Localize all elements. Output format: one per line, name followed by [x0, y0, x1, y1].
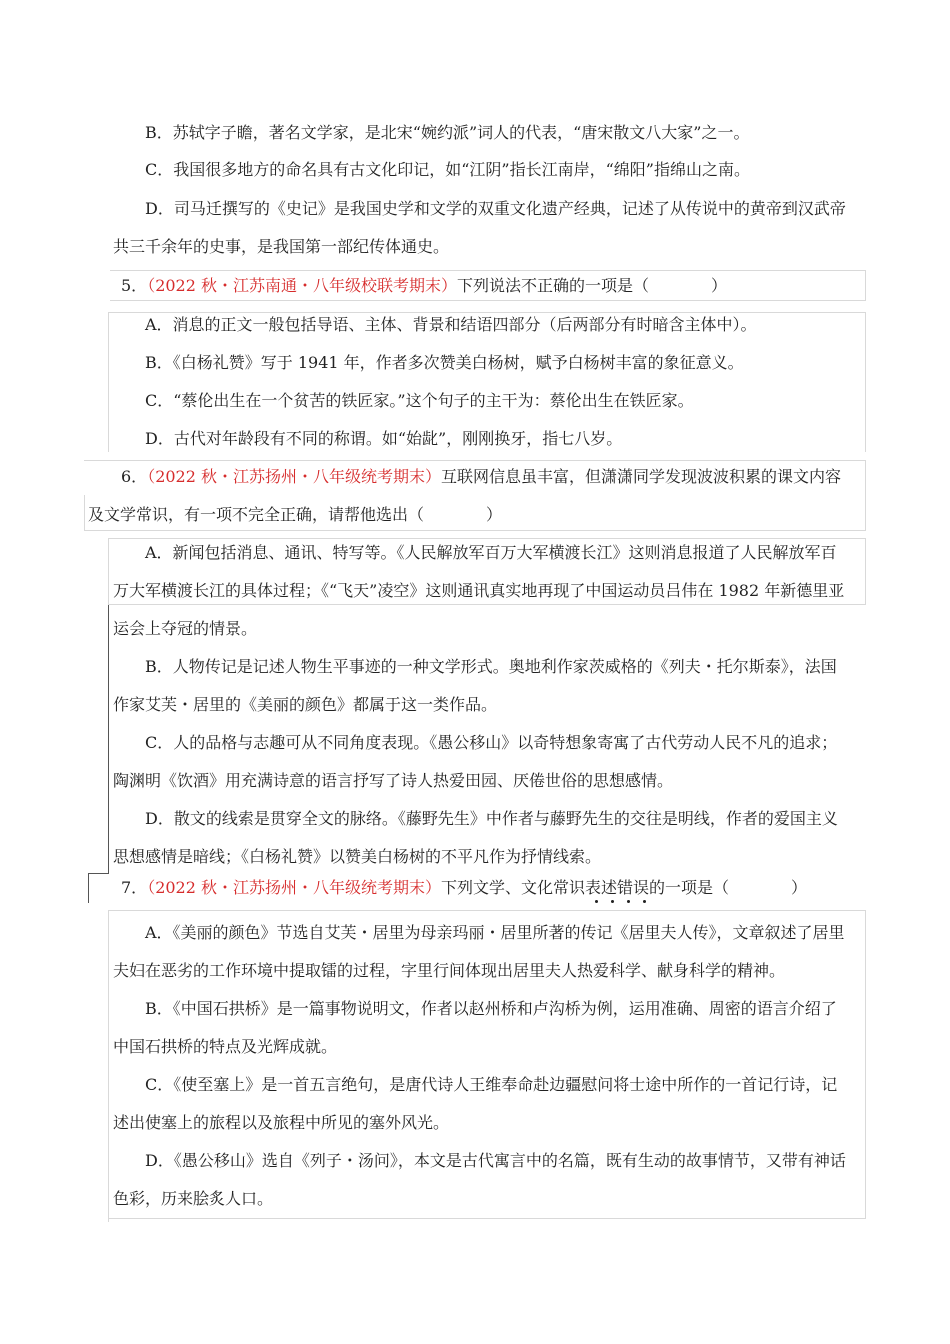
q7-stem-emphasis: 表述错误: [585, 878, 650, 897]
q6-options-box-left-dark: [108, 605, 109, 873]
q7-option-a-cont: 夫妇在恶劣的工作环境中提取镭的过程，字里行间体现出居里夫人热爱科学、献身科学的精神。: [113, 961, 786, 980]
q6-option-c-cont: 陶渊明《饮酒》用充满诗意的语言抒写了诗人热爱田园、厌倦世俗的思想感情。: [113, 771, 674, 790]
q5-box-bottom: [110, 300, 866, 301]
q5-option-a: A．消息的正文一般包括导语、主体、背景和结语四部分（后两部分有时暗含主体中）。: [145, 315, 757, 334]
q6-option-a-cont2: 运会上夺冠的情景。: [113, 619, 258, 638]
q6-stem-text2: 及文学常识，有一项不完全正确，请帮他选出（: [88, 505, 425, 524]
q6-box-top: [84, 460, 866, 461]
emphasis-dot: [643, 900, 646, 903]
q7-number: 7．: [121, 878, 148, 897]
q5-box-right: [865, 270, 866, 300]
q6-options-box-top: [108, 538, 866, 539]
emphasis-dot: [611, 900, 614, 903]
q7-stem-post: 的一项是（: [649, 878, 730, 897]
q6-box-bottom: [84, 530, 866, 531]
q6-option-a-cont1: 万大军横渡长江的具体过程；《“飞天”凌空》这则通讯真实地再现了中国运动员吕伟在 1982 年新德里亚: [113, 581, 845, 600]
q6-option-b: B．人物传记是记述人物生平事迹的一种文学形式。奥地利作家茨威格的《列夫・托尔斯泰》，法国: [145, 657, 837, 676]
q5-stem-text: 下列说法不正确的一项是（: [457, 276, 650, 295]
q6-option-d: D．散文的线索是贯穿全文的脉络。《藤野先生》中作者与藤野先生的交往是明线，作者的爱国主义: [145, 809, 838, 828]
q6-stem-text1: 互联网信息虽丰富，但潇潇同学发现波波积累的课文内容: [441, 467, 842, 486]
q5-option-c: C．“蔡伦出生在一个贫苦的铁匠家。”这个句子的主干为：蔡伦出生在铁匠家。: [145, 391, 694, 410]
q7-option-d-cont: 色彩，历来脍炙人口。: [113, 1189, 274, 1208]
q6-options-box-bottom-dark: [88, 873, 109, 874]
q7-options-box-top: [108, 910, 866, 911]
q4-option-d: D．司马迁撰写的《史记》是我国史学和文学的双重文化遗产经典，记述了从传说中的黄帝到汉武帝: [145, 199, 846, 218]
q4-option-b: B．苏轼字子瞻，著名文学家，是北宋“婉约派”词人的代表，“唐宋散文八大家”之一。: [145, 123, 750, 142]
q5-stem-close: ）: [711, 276, 728, 295]
q6-options-box-left-top: [108, 538, 109, 604]
q5-options-box-left: [108, 312, 109, 452]
q7-option-c-cont: 述出使塞上的旅程以及旅程中所见的塞外风光。: [113, 1113, 450, 1132]
q5-options-box-top: [108, 312, 866, 313]
q5-options-box-right: [865, 312, 866, 452]
q6-option-d-cont: 思想感情是暗线；《白杨礼赞》以赞美白杨树的不平凡作为抒情线索。: [113, 847, 602, 866]
q7-options-box-bottom: [108, 1218, 866, 1219]
q6-option-c: C．人的品格与志趣可从不同角度表现。《愚公移山》以奇特想象寄寓了古代劳动人民不凡的追求；: [145, 733, 838, 752]
q6-options-box-corner: [88, 873, 89, 903]
q7-stem: [121, 878, 807, 898]
q7-option-b: B．《中国石拱桥》是一篇事物说明文，作者以赵州桥和卢沟桥为例，运用准确、周密的语言介绍了: [145, 999, 837, 1018]
q6-option-a: A．新闻包括消息、通讯、特写等。《人民解放军百万大军横渡长江》这则消息报道了人民解放军百: [145, 543, 837, 562]
q5-source: （2022 秋・江苏南通・八年级校联考期末）: [147, 276, 457, 295]
q6-stem-line1: [121, 467, 841, 487]
q5-number: 5．: [121, 276, 148, 295]
q6-options-box-mid: [108, 604, 866, 605]
q6-stem-close: ）: [486, 505, 503, 524]
q4-option-c: C．我国很多地方的命名具有古文化印记，如“江阴”指长江南岸，“绵阳”指绵山之南。: [145, 160, 750, 179]
q6-option-b-cont: 作家艾芙・居里的《美丽的颜色》都属于这一类作品。: [113, 695, 498, 714]
q5-option-b: B．《白杨礼赞》写于 1941 年，作者多次赞美白杨树，赋予白杨树丰富的象征意义。: [145, 353, 744, 372]
emphasis-dot: [627, 900, 630, 903]
q7-source: （2022 秋・江苏扬州・八年级统考期末）: [147, 878, 441, 897]
q6-options-box-right: [865, 538, 866, 604]
q6-box-left: [84, 495, 85, 530]
q6-box-right: [865, 460, 866, 530]
q7-option-d: D．《愚公移山》选自《列子・汤问》，本文是古代寓言中的名篇，既有生动的故事情节，又带有神话: [145, 1151, 846, 1170]
q5-option-d: D．古代对年龄段有不同的称谓。如“始龀”，刚刚换牙，指七八岁。: [145, 429, 623, 448]
q7-options-box-left: [108, 910, 109, 1222]
q6-number: 6．: [121, 467, 148, 486]
q5-stem: [121, 276, 727, 296]
q4-option-d-cont: 共三千余年的史事，是我国第一部纪传体通史。: [113, 237, 450, 256]
q7-option-a: A．《美丽的颜色》节选自艾芙・居里为母亲玛丽・居里所著的传记《居里夫人传》，文章叙述了居里: [145, 923, 845, 942]
q6-stem-line2: [88, 505, 502, 525]
q7-options-box-right: [865, 910, 866, 1218]
emphasis-dot: [595, 900, 598, 903]
q6-source: （2022 秋・江苏扬州・八年级统考期末）: [147, 467, 441, 486]
q7-stem-close: ）: [791, 878, 808, 897]
q7-option-c: C．《使至塞上》是一首五言绝句，是唐代诗人王维奉命赴边疆慰问将士途中所作的一首记行诗，记: [145, 1075, 838, 1094]
q7-stem-pre: 下列文学、文化常识: [441, 878, 586, 897]
q5-box-top: [110, 270, 866, 271]
q7-option-b-cont: 中国石拱桥的特点及光辉成就。: [113, 1037, 338, 1056]
